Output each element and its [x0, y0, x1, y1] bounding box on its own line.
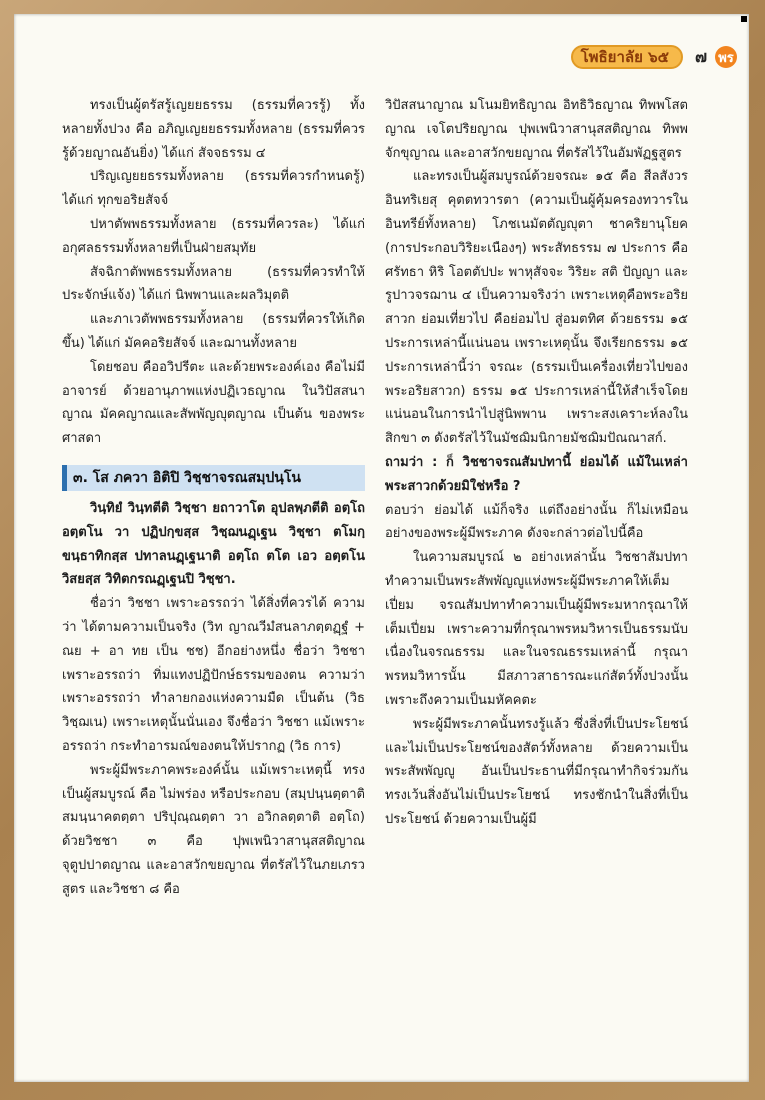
left-column	[62, 94, 365, 1064]
body-paragraph: พระผู้มีพระภาคพระองค์นั้น แม้เพราะเหตุนี้ ทรงเป็นผู้สมบูรณ์ คือ ไม่พร่อง หรือประกอบ (สมฺปนฺนตฺตาติ สมนฺนาคตตฺตา ปริปุณฺณตฺตา วา อวิกลตฺตาติ อตฺโถ) ด้วยวิชชา ๓ คือ ปุพเพนิวาสานุสสติญาณ จุตูปปาตญาณ และอาสวักขยญาณ ที่ตรัสไว้ในภยเภรวสูตร และวิชชา ๘ คือ	[62, 762, 365, 897]
document-page	[14, 14, 749, 1082]
corner-mark	[741, 16, 747, 22]
body-paragraph: วิปัสสนาญาณ มโนมยิทธิญาณ อิทธิวิธญาณ ทิพพโสตญาณ เจโตปริยญาณ ปุพเพนิวาสานุสสติญาณ ทิพพจักขุญาณ และอาสวักขยญาณ ที่ตรัสไว้ในอัมพัฏฐสูตร	[385, 98, 688, 161]
body-paragraph: ในความสมบูรณ์ ๒ อย่างเหล่านั้น วิชชาสัมปทาทำความเป็นพระสัพพัญญูแห่งพระผู้มีพระภาคให้เต็มเปี่ยม จรณสัมปทาทำความเป็นผู้มีพระมหากรุณาให้เต็มเปี่ยม เพราะความที่กรุณาพรหมวิหารเป็นธรรมนับเนื่องในจรณธรรม และในจรณธรรมเหล่านี้ กรุณาพรหมวิหารนั้น มีสภาวสาธารณะแก่สัตว์ทั้งปวงนั้น เพราะถึงความเป็นมหัคคตะ	[385, 550, 688, 708]
body-paragraph: ปริญเญยยธรรมทั้งหลาย (ธรรมที่ควรกำหนดรู้) ได้แก่ ทุกขอริยสัจจ์	[62, 169, 365, 209]
publisher-logo-icon: พร	[715, 46, 737, 68]
body-paragraph: พระผู้มีพระภาคนั้นทรงรู้แล้ว ซึ่งสิ่งที่เป็นประโยชน์และไม่เป็นประโยชน์ของสัตว์ทั้งหลาย ด้วยความเป็นพระสัพพัญญู อันเป็นประธานที่มีกรุณาทำกิจร่วมกัน ทรงเว้นสิ่งอันไม่เป็นประโยชน์ ทรงชักนำในสิ่งที่เป็นประโยชน์ ด้วยความเป็นผู้มี	[385, 716, 688, 827]
publication-title: โพธิยาลัย ๖๕	[571, 45, 683, 69]
content-columns	[62, 94, 702, 1064]
body-paragraph: ปหาตัพพธรรมทั้งหลาย (ธรรมที่ควรละ) ได้แก่ อกุศลธรรมทั้งหลายที่เป็นฝ่ายสมุทัย	[62, 216, 365, 256]
body-paragraph: ทรงเป็นผู้ตรัสรู้เญยยธรรม (ธรรมที่ควรรู้) ทั้งหลายทั้งปวง คือ อภิญเญยยธรรมทั้งหลาย (ธรรมที่ควรรู้ด้วยญาณอันยิ่ง) ได้แก่ สัจจธรรม ๔	[62, 98, 365, 161]
body-paragraph: ถามว่า : ก็ วิชชาจรณสัมปทานี้ ย่อมได้ แม้ในเหล่าพระสาวกด้วยมิใช่หรือ ?	[385, 454, 688, 494]
section-heading: ๓. โส ภควา อิติปิ วิชฺชาจรณสมฺปนฺโน	[62, 465, 365, 491]
body-paragraph: วินฺทิยํ วินฺทตีติ วิชฺชา ยถาวาโต อุปลพฺภตีติ อตฺโถ อตฺตโน วา ปฏิปกฺขสฺส วิชฺฌนฏฺเฐน วิชฺชา ตโมกฺขนฺธาทิกสฺส ปทาลนฏฺเฐนาติ อตฺโถ ตโต เอว อตฺตโน วิสยสฺส วิทิตกรณฏฺเฐนปิ วิชฺชา.	[62, 500, 365, 588]
body-paragraph: และภาเวตัพพธรรมทั้งหลาย (ธรรมที่ควรให้เกิดขึ้น) ได้แก่ มัคคอริยสัจจ์ และฌานทั้งหลาย	[62, 312, 365, 351]
page-number: ๗	[694, 46, 707, 66]
page-header	[571, 44, 737, 70]
body-paragraph: และทรงเป็นผู้สมบูรณ์ด้วยจรณะ ๑๕ คือ สีลสังวร อินทริเยสุ คุตตทวารตา (ความเป็นผู้คุ้มครองทวารในอินทรีย์ทั้งหลาย) โภชเนมัตตัญญุตา ชาคริยานุโยค (การประกอบวิริยะเนืองๆ) พระสัทธรรม ๗ ประการ คือ ศรัทธา หิริ โอตตัปปะ พาหุสัจจะ วิริยะ สติ ปัญญา และ รูปาวจรฌาน ๔ เป็นความจริงว่า เพราะเหตุคือพระอริยสาวก ย่อมเที่ยวไป คือย่อมไป สู่อมตทิศ ด้วยธรรม ๑๕ ประการเหล่านี้แน่นอน เพราะเหตุนั้น จึงเรียกธรรม ๑๕ ประการเหล่านี้ว่า จรณะ (ธรรมเป็นเครื่องเที่ยวไปของพระอริยสาวก) ธรรม ๑๕ ประการเหล่านี้ให้สำเร็จโดยแน่นอนในการนำไปสู่นิพพาน เพราะสงเคราะห์ลงในสิกขา ๓ ดังตรัสไว้ในมัชฌิมนิกายมัชฌิมปัณณาสก์.	[385, 169, 688, 447]
body-paragraph: สัจฉิกาตัพพธรรมทั้งหลาย (ธรรมที่ควรทำให้ประจักษ์แจ้ง) ได้แก่ นิพพานและผลวิมุตติ	[62, 264, 365, 304]
body-paragraph: ชื่อว่า วิชชา เพราะอรรถว่า ได้สิ่งที่ควรได้ ความว่า ได้ตามความเป็นจริง (วิท ญาณวีมํสนลาภตฺตฏฺฐํ + ณย + อา ทย เป็น ชช) อีกอย่างหนึ่ง ชื่อว่า วิชชา เพราะอรรถว่า ทิ่มแทงปฏิปักษ์ธรรมของตน ความว่า เพราะอรรถว่า ทำลายกองแห่งความมืด เป็นต้น (วิธ วิชฺฌเน) เพราะเหตุนั้นนั่นเอง จึงชื่อว่า วิชชา แม้เพราะอรรถว่า กระทำอารมณ์ของตนให้ปรากฏ (วิธ การ)	[62, 596, 365, 754]
body-paragraph: ตอบว่า ย่อมได้ แม้ก็จริง แต่ถึงอย่างนั้น ก็ไม่เหมือนอย่างของพระผู้มีพระภาค ดังจะกล่าวต่อไปนี้คือ	[385, 502, 688, 542]
right-column	[385, 94, 688, 1064]
body-paragraph: โดยชอบ คืออวิปรีตะ และด้วยพระองค์เอง คือไม่มีอาจารย์ ด้วยอานุภาพแห่งปฏิเวธญาณ ในวิปัสสนาญาณ มัคคญาณและสัพพัญญุตญาณ เป็นต้น ของพระศาสดา	[62, 359, 365, 447]
